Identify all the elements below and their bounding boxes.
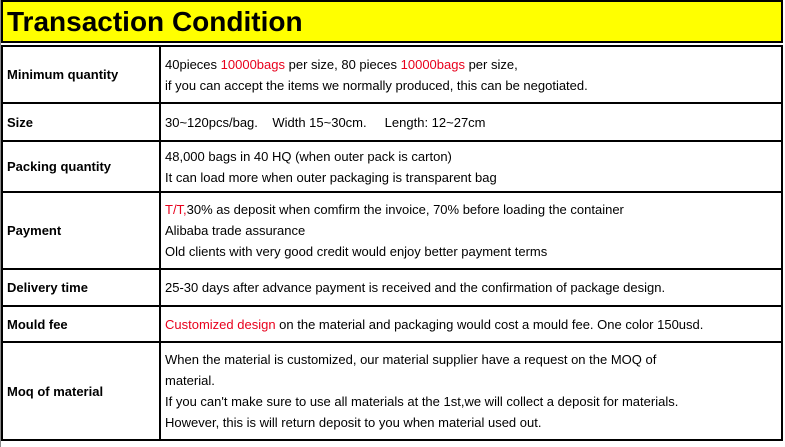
row-value-minimum-quantity (160, 46, 782, 103)
highlight-text: T/T, (165, 202, 187, 217)
page-title: Transaction Condition (1, 0, 783, 43)
minimum-quantity-line-1 (165, 54, 781, 75)
table-row-payment (2, 192, 782, 269)
conditions-table (1, 45, 783, 441)
row-label-minimum-quantity: Minimum quantity (2, 46, 160, 103)
highlight-text: 10000bags (400, 56, 465, 72)
packing-quantity-line-2: It can load more when outer packaging is transparent bag (165, 169, 497, 185)
table-row-moq-material (2, 342, 782, 440)
table-row-packing-quantity (2, 141, 782, 192)
moq-material-line-3: If you can't make sure to use all materials at the 1st,we will collect a deposit for materials. (165, 394, 679, 409)
highlight-text: Customized design (165, 316, 276, 332)
text-segment: 30% as deposit when comfirm the invoice, 70% before loading the container (186, 202, 624, 217)
payment-line-2: Alibaba trade assurance (165, 223, 306, 238)
mould-fee-line (165, 314, 781, 335)
row-label-size: Size (2, 103, 160, 141)
moq-material-line-4: However, this is will return deposit to you when material used out. (165, 415, 542, 430)
payment-line-1 (165, 199, 781, 220)
row-value-mould-fee (160, 306, 782, 342)
table-row-minimum-quantity (2, 46, 782, 103)
table-row-size (2, 103, 782, 141)
table-row-mould-fee (2, 306, 782, 342)
row-value-packing-quantity (160, 141, 782, 192)
delivery-time-line: 25-30 days after advance payment is received and the confirmation of package design. (165, 280, 666, 295)
row-label-payment: Payment (2, 192, 160, 269)
text-segment: per size, 80 pieces (285, 56, 401, 72)
payment-line-3: Old clients with very good credit would enjoy better payment terms (165, 244, 548, 259)
text-segment: per size, (464, 56, 518, 72)
row-label-delivery-time: Delivery time (2, 269, 160, 306)
row-label-mould-fee: Mould fee (2, 306, 160, 342)
highlight-text: 10000bags (220, 56, 285, 72)
text-segment: on the material and packaging would cost a mould fee. One color 150usd. (275, 316, 704, 332)
table-row-delivery-time (2, 269, 782, 306)
row-value-delivery-time (160, 269, 782, 306)
row-value-payment (160, 192, 782, 269)
row-label-packing-quantity: Packing quantity (2, 141, 160, 192)
minimum-quantity-line-2: if you can accept the items we normally produced, this can be negotiated. (165, 77, 588, 93)
packing-quantity-line-1: 48,000 bags in 40 HQ (when outer pack is carton) (165, 148, 452, 164)
moq-material-line-1: When the material is customized, our material supplier have a request on the MOQ of (165, 352, 657, 367)
size-line: 30~120pcs/bag. Width 15~30cm. Length: 12~27cm (165, 114, 486, 130)
text-segment: 40pieces (165, 56, 221, 72)
row-value-size (160, 103, 782, 141)
row-label-moq-material: Moq of material (2, 342, 160, 440)
moq-material-line-2: material. (165, 373, 215, 388)
row-value-moq-material (160, 342, 782, 440)
